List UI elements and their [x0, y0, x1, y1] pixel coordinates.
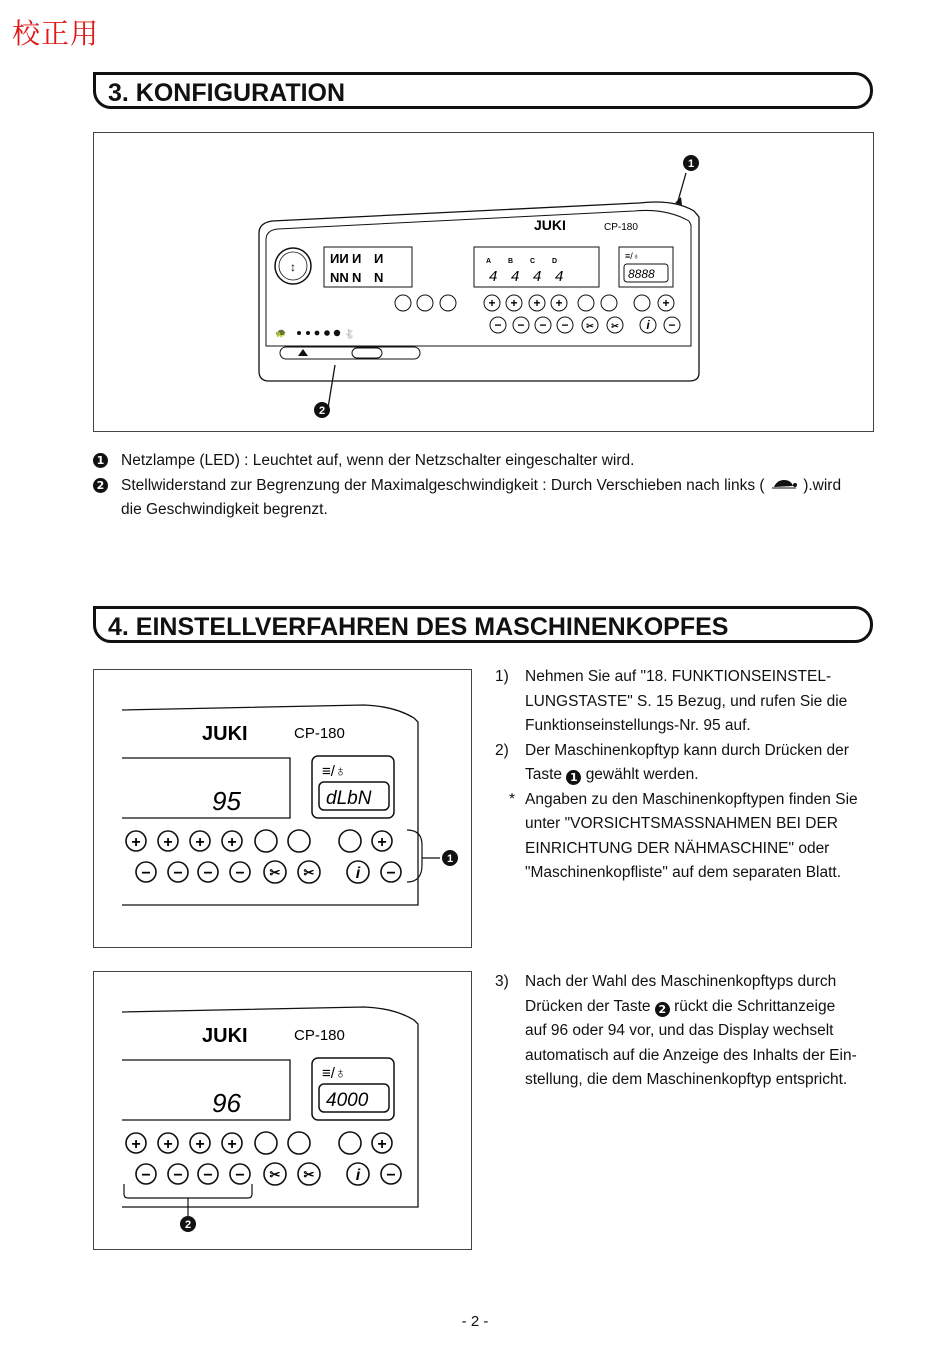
speed-limit-slider-knob: [352, 348, 382, 358]
minus-key-b: −: [517, 318, 525, 332]
callout-1-label: 1: [687, 158, 695, 170]
svg-text:N: N: [352, 270, 362, 285]
fig3-model: CP-180: [294, 1027, 345, 1044]
plus-key-b: +: [510, 296, 518, 310]
plus-key-a: +: [488, 296, 496, 310]
stitch-digit-a: 4: [489, 268, 498, 285]
legend: [93, 449, 883, 523]
step-2: 2) Der Maschinenkopftyp kann durch Drücken der Taste 1 gewählt werden.: [495, 741, 849, 784]
legend-item-2: [93, 474, 883, 523]
fig2-step-display: 95: [212, 786, 241, 816]
needle-position-icon: ↕: [290, 260, 296, 274]
section-4-heading: [93, 606, 873, 643]
svg-text:+: +: [227, 1136, 237, 1153]
fig2-wiper-icon: ✂: [303, 865, 315, 880]
fig2-info-icon: i: [355, 865, 361, 882]
stitch-digit-c: 4: [533, 268, 542, 285]
minus-key-value: −: [668, 318, 676, 332]
wiper-key-icon: ✂: [611, 321, 619, 331]
panel-brand: JUKI: [534, 217, 566, 233]
step-3: 3) Nach der Wahl des Maschinenkopftyps durch Drücken der Taste 2 rückt die Schrittanzeige auf 96 oder 94 vor, und das Display wechselt automatisch auf die Anzeige des Inhalts der Ein- stellung, die dem Maschinenkopftyp entspricht.: [495, 973, 857, 1088]
svg-text:+: +: [131, 834, 141, 851]
fig2-model: CP-180: [294, 725, 345, 742]
svg-text:−: −: [203, 1167, 213, 1184]
fig3-info-icon: i: [355, 1167, 361, 1184]
svg-text:+: +: [163, 1136, 173, 1153]
speed-display-value: 8888: [628, 267, 655, 281]
minus-key-d: −: [561, 318, 569, 332]
pattern-icon-3: И: [374, 251, 384, 266]
pattern-letter-a: A: [486, 258, 492, 265]
pattern-icon-2: И: [352, 251, 362, 266]
svg-text:2: 2: [184, 1219, 192, 1231]
proof-stamp: 校正用: [12, 17, 100, 50]
fig3-menu-icon: ≡/♁: [322, 1065, 347, 1082]
fig2-brand: JUKI: [202, 723, 248, 745]
plus-key-d: +: [555, 296, 563, 310]
section-4-title: 4. EINSTELLVERFAHREN DES MASCHINENKOPFES: [108, 613, 729, 641]
fig3-function-display: 4000: [326, 1090, 369, 1111]
svg-text:1: 1: [446, 853, 454, 865]
fig3-brand: JUKI: [202, 1025, 248, 1047]
svg-text:−: −: [141, 1167, 151, 1184]
note: * Angaben zu den Maschinenkopftypen finden Sie unter "VORSICHTSMASSNAHMEN BEI DER EINRICHTUNG DER NÄHMASCHINE" oder "Maschinenkopfliste" auf dem separaten Blatt.: [509, 790, 858, 881]
turtle-icon: [769, 474, 799, 499]
step-1: 1) Nehmen Sie auf "18. FUNKTIONSEINSTEL- LUNGSTASTE" S. 15 Bezug, und rufen Sie die Funktionseinstellungs-Nr. 95 auf.: [495, 668, 848, 734]
svg-text:−: −: [173, 1167, 183, 1184]
legend-item-2-line2: die Geschwindigkeit begrenzt.: [121, 501, 328, 518]
plus-key-c: +: [533, 296, 541, 310]
legend-marker-1: 1: [93, 453, 108, 468]
menu-icon: ≡/♁: [625, 251, 640, 261]
svg-text:NN: NN: [330, 270, 349, 285]
info-key-icon: i: [646, 318, 650, 332]
steps-1-2: [495, 665, 885, 886]
svg-text:+: +: [131, 1136, 141, 1153]
svg-text:+: +: [163, 834, 173, 851]
pattern-letter-b: B: [508, 258, 514, 265]
fast-rabbit-icon: 🐇: [344, 329, 356, 339]
page-number: - 2 -: [461, 1313, 489, 1330]
panel-detail-drawing-1: [94, 670, 473, 949]
control-panel-figure: [93, 132, 874, 432]
legend-item-2-text-b: ).wird: [803, 476, 842, 494]
legend-item-1-text: Netzlampe (LED) : Leuchtet auf, wenn der Netzschalter eingeschalter wird.: [121, 452, 635, 469]
step-3-block: [495, 970, 885, 1093]
thread-trim-key-icon: ✂: [586, 321, 594, 331]
svg-text:+: +: [227, 834, 237, 851]
fig3-step-display: 96: [212, 1088, 241, 1118]
legend-item-2-text-a: Stellwiderstand zur Begrenzung der Maximalgeschwindigkeit : Durch Verschieben nach links (: [121, 476, 765, 494]
minus-key-c: −: [539, 318, 547, 332]
svg-text:−: −: [173, 865, 183, 882]
plus-key-value: +: [662, 296, 670, 310]
fig2-scissor-icon: ✂: [269, 865, 281, 880]
svg-text:−: −: [203, 865, 213, 882]
svg-text:−: −: [141, 865, 151, 882]
stitch-digit-b: 4: [511, 268, 520, 285]
svg-text:+: +: [377, 1136, 387, 1153]
svg-text:−: −: [386, 1167, 396, 1184]
panel-model: CP-180: [604, 222, 638, 233]
callout-1-leader: [678, 173, 686, 201]
svg-text:−: −: [235, 865, 245, 882]
legend-item-1: [93, 449, 883, 474]
section-3-heading: [93, 72, 873, 109]
panel-detail-figure-1: [93, 669, 472, 948]
callout-2-label: 2: [318, 405, 326, 417]
svg-text:+: +: [195, 1136, 205, 1153]
svg-text:+: +: [195, 834, 205, 851]
section-3-title: 3. KONFIGURATION: [108, 79, 346, 107]
panel-detail-figure-2: [93, 971, 472, 1250]
svg-text:+: +: [377, 834, 387, 851]
control-panel-drawing: [94, 133, 875, 433]
fig3-wiper-icon: ✂: [303, 1167, 315, 1182]
fig2-menu-icon: ≡/♁: [322, 763, 347, 780]
pattern-icon-1: ИИ: [330, 251, 349, 266]
panel-detail-drawing-2: [94, 972, 473, 1251]
minus-key-a: −: [494, 318, 502, 332]
pattern-letter-d: D: [552, 258, 558, 265]
fig2-function-display: dLbN: [326, 788, 372, 809]
svg-text:−: −: [235, 1167, 245, 1184]
svg-text:N: N: [374, 270, 384, 285]
pattern-letter-c: C: [530, 258, 536, 265]
slow-turtle-icon: 🐢: [275, 328, 287, 338]
legend-marker-2: 2: [93, 478, 108, 493]
stitch-digit-d: 4: [555, 268, 564, 285]
fig3-scissor-icon: ✂: [269, 1167, 281, 1182]
svg-text:−: −: [386, 865, 396, 882]
